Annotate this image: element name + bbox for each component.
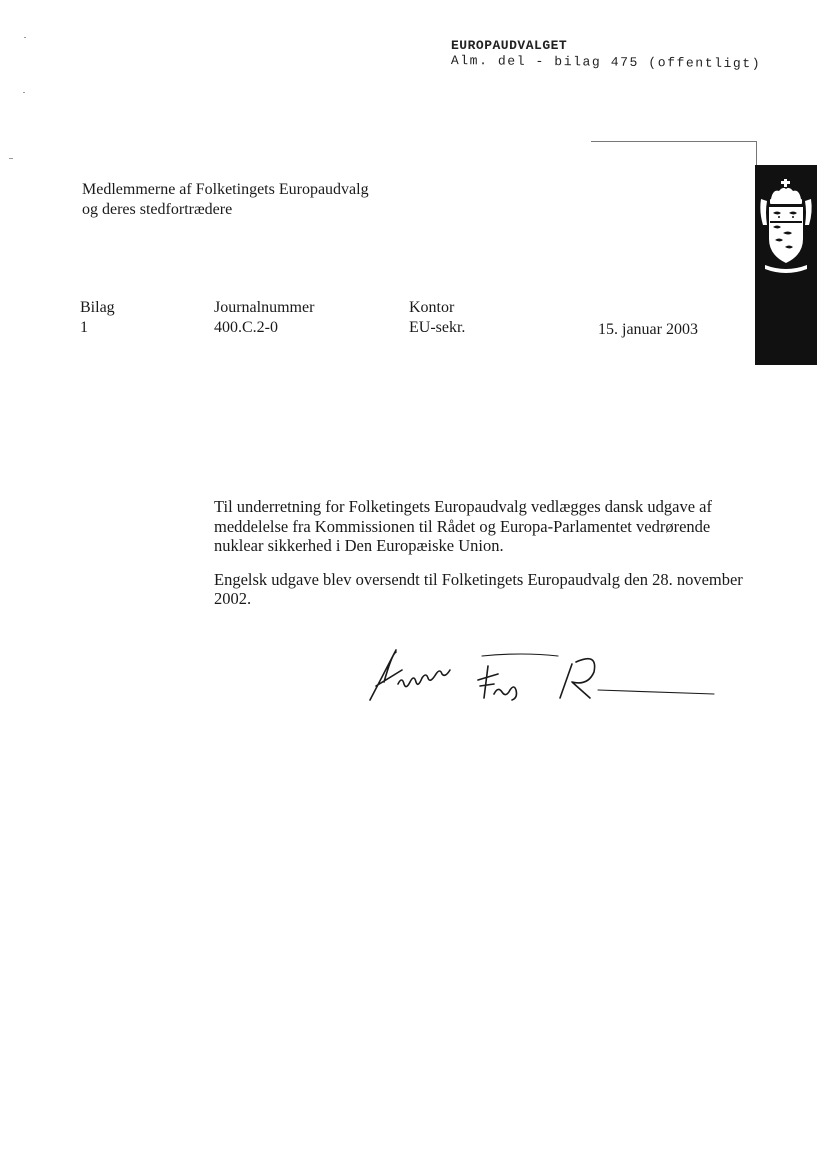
bilag-label: Bilag: [80, 299, 115, 316]
stamp-committee: EUROPAUDVALGET: [451, 38, 568, 53]
recipient-line-2: og deres stedfortrædere: [82, 201, 233, 218]
recipient-block: [82, 180, 369, 220]
archive-stamp: [450, 38, 762, 72]
stamp-reference: Alm. del - bilag 475 (offentligt): [450, 53, 762, 72]
journal-value: 400.C.2-0: [214, 319, 278, 336]
crest-panel: [755, 165, 817, 365]
bilag-value: 1: [80, 319, 88, 336]
letterhead-rule-vertical: [756, 141, 757, 166]
letter-date: 15. januar 2003: [598, 321, 698, 338]
letter-body: [214, 497, 754, 623]
recipient-line-1: Medlemmerne af Folketingets Europaudvalg: [82, 181, 369, 198]
handwritten-signature: [362, 642, 722, 717]
coat-of-arms-icon: [755, 177, 817, 297]
journal-field: [214, 298, 314, 338]
kontor-label: Kontor: [409, 299, 455, 316]
scan-speck: [23, 92, 25, 93]
letterhead-rule: [591, 141, 757, 142]
scan-speck: [24, 37, 26, 38]
kontor-value: EU-sekr.: [409, 319, 466, 336]
body-paragraph-1: Til underretning for Folketingets Europaudvalg vedlægges dansk udgave af meddelelse fra Kommissionen til Rådet og Europa-Parlamentet vedrørende nuklear sikkerhed i Den Europæiske Union.: [214, 497, 712, 555]
kontor-field: [409, 298, 465, 338]
journal-label: Journalnummer: [214, 299, 315, 316]
bilag-field: [80, 298, 115, 338]
body-paragraph-2: Engelsk udgave blev oversendt til Folketingets Europaudvalg den 28. november 2002.: [214, 569, 743, 608]
scan-speck: [9, 158, 13, 159]
